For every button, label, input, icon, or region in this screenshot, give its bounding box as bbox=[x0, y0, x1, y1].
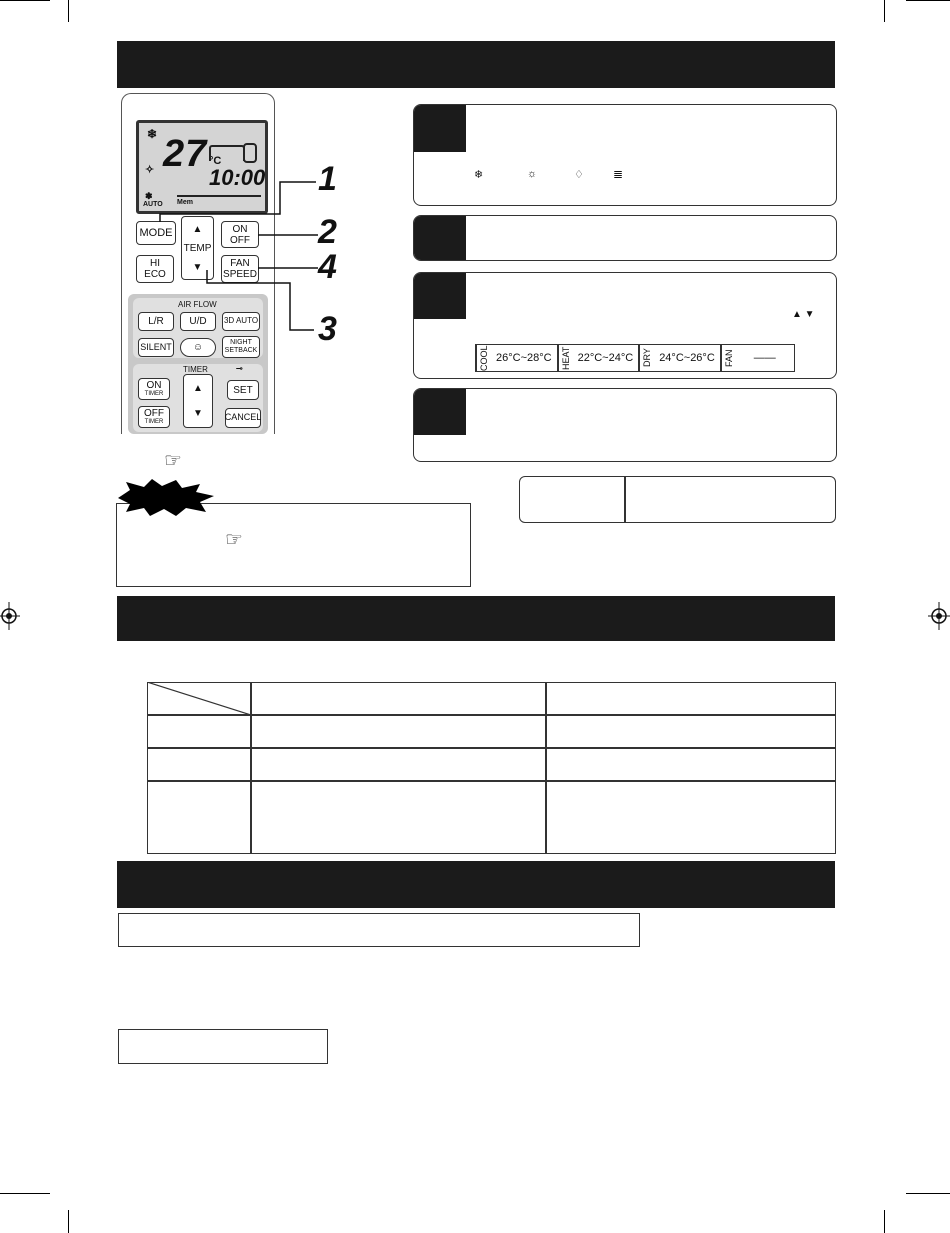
lcd-time: 10:00 bbox=[209, 165, 266, 190]
subheading-box-2 bbox=[118, 1029, 328, 1064]
temp-up-icon[interactable]: ▲ bbox=[192, 223, 203, 235]
callout-4: 4 bbox=[318, 248, 337, 286]
crop-mark bbox=[884, 1210, 885, 1233]
mode-dry-icon: ♢ bbox=[574, 169, 584, 181]
lcd-mem: Mem bbox=[177, 199, 193, 206]
lr-button[interactable]: L/R bbox=[138, 312, 174, 331]
mode-heat-icon: ☼ bbox=[527, 168, 538, 180]
crop-mark bbox=[68, 0, 69, 22]
note-pointing-hand-icon: ☞ bbox=[225, 529, 243, 551]
crop-mark bbox=[68, 1210, 69, 1233]
set-button[interactable]: SET bbox=[227, 380, 259, 400]
temp-down-icon[interactable]: ▼ bbox=[192, 261, 203, 273]
3d-auto-button[interactable]: 3D AUTO bbox=[222, 312, 260, 331]
face-icon: ☺ bbox=[192, 342, 204, 353]
table-diagonal bbox=[147, 682, 251, 715]
temp-range-table bbox=[475, 344, 795, 372]
callout-2: 2 bbox=[318, 213, 337, 251]
crop-mark bbox=[884, 0, 885, 22]
registration-mark-right bbox=[924, 600, 950, 632]
timer-label: TIMER bbox=[183, 365, 208, 374]
mode-cool-icon: ❄ bbox=[474, 169, 484, 181]
key-icon: ⊸ bbox=[236, 364, 243, 373]
ud-button[interactable]: U/D bbox=[180, 312, 216, 331]
step-4-box bbox=[413, 388, 837, 462]
section-header-2 bbox=[117, 596, 835, 641]
info-box bbox=[519, 476, 836, 523]
temp-rocker[interactable]: ▲ TEMP ▼ bbox=[181, 216, 214, 280]
lcd-auto: AUTO bbox=[143, 201, 163, 208]
fan-icon: ✽ bbox=[145, 191, 153, 201]
registration-mark-left bbox=[0, 600, 22, 632]
hi-eco-button[interactable]: HI ECO bbox=[136, 255, 174, 283]
timer-down-icon[interactable]: ▼ bbox=[193, 408, 203, 419]
on-timer-button[interactable]: ON TIMER bbox=[138, 378, 170, 400]
section-header-3 bbox=[117, 861, 835, 908]
subheading-box-1 bbox=[118, 913, 640, 947]
mode-button[interactable]: MODE bbox=[136, 221, 176, 245]
crop-mark bbox=[0, 1193, 50, 1194]
on-off-button[interactable]: ON OFF bbox=[221, 221, 259, 248]
step-1-marker bbox=[414, 105, 466, 152]
step-1-box bbox=[413, 104, 837, 206]
off-timer-button[interactable]: OFF TIMER bbox=[138, 406, 170, 428]
cancel-button[interactable]: CANCEL bbox=[225, 408, 261, 428]
lcd-temperature: 27 bbox=[163, 133, 208, 175]
mode-fan-icon: ≣ bbox=[613, 167, 624, 181]
crop-mark bbox=[906, 0, 950, 1]
night-setback-button[interactable]: NIGHT SETBACK bbox=[222, 336, 260, 358]
callout-3: 3 bbox=[318, 310, 337, 348]
temp-cell-heat: HEAT 22°C~24°C bbox=[558, 345, 640, 371]
temp-cell-fan: FAN —— bbox=[721, 345, 794, 371]
temp-cell-cool: COOL 26°C~28°C bbox=[476, 345, 558, 371]
silent-button[interactable]: SILENT bbox=[138, 338, 174, 357]
air-flow-label: AIR FLOW bbox=[178, 300, 217, 309]
crop-mark bbox=[0, 0, 50, 1]
crop-mark bbox=[906, 1193, 950, 1194]
step-2-marker bbox=[414, 216, 466, 260]
note-burst-icon bbox=[116, 478, 216, 518]
lcd-unit: °C bbox=[209, 155, 222, 167]
timer-up-icon[interactable]: ▲ bbox=[193, 383, 203, 394]
step-2-box bbox=[413, 215, 837, 261]
temp-cell-dry: DRY 24°C~26°C bbox=[639, 345, 721, 371]
temp-arrows-icon: ▲ ▼ bbox=[792, 309, 815, 320]
callout-1: 1 bbox=[318, 160, 337, 198]
pointing-hand-icon: ☞ bbox=[164, 450, 182, 472]
step-4-marker bbox=[414, 389, 466, 435]
fan-speed-button[interactable]: FAN SPEED bbox=[221, 255, 259, 283]
step-3-marker bbox=[414, 273, 466, 319]
snowflake-icon: ❄ bbox=[147, 127, 158, 141]
sparkle-icon: ✧ bbox=[145, 164, 155, 176]
